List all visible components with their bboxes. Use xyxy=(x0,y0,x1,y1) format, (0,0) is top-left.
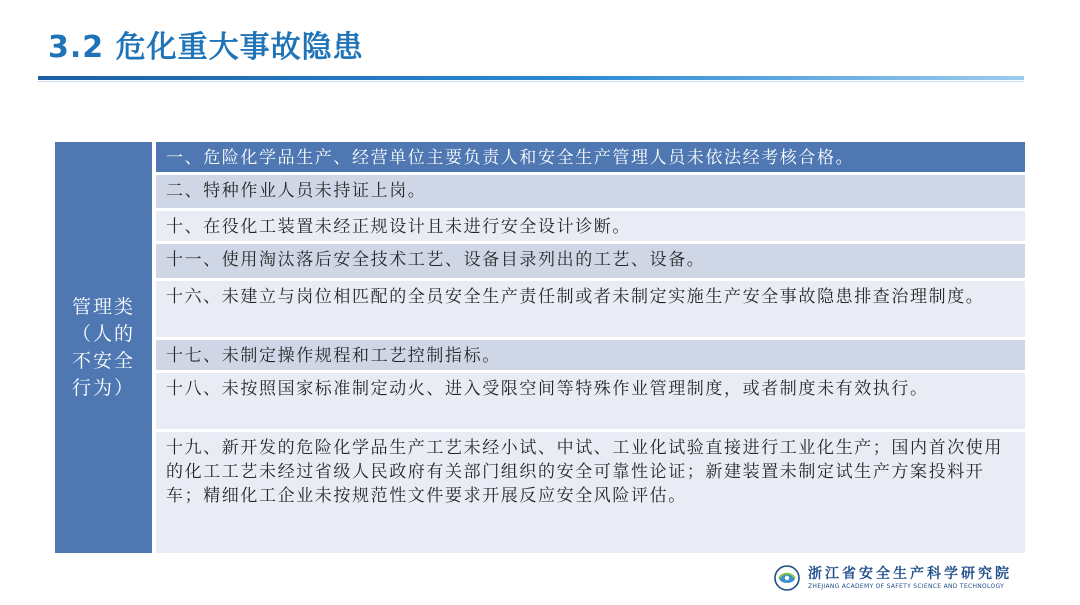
table-row: 一、危险化学品生产、经营单位主要负责人和安全生产管理人员未依法经考核合格。 xyxy=(156,142,1025,175)
table-row: 十八、未按照国家标准制定动火、进入受限空间等特殊作业管理制度，或者制度未有效执行。 xyxy=(156,373,1025,432)
table-row: 二、特种作业人员未持证上岗。 xyxy=(156,175,1025,211)
slide-title: 3.2 危化重大事故隐患 xyxy=(48,30,364,65)
org-name-english: ZHEJIANG ACADEMY OF SAFETY SCIENCE AND TECHNOLOGY xyxy=(808,582,1005,590)
table-row: 十、在役化工装置未经正规设计且未进行安全设计诊断。 xyxy=(156,211,1025,244)
table-row: 十六、未建立与岗位相匹配的全员安全生产责任制或者未制定实施生产安全事故隐患排查治理制度。 xyxy=(156,281,1025,340)
title-underline-thin xyxy=(38,81,1024,82)
category-cell xyxy=(55,142,152,553)
table-row: 十七、未制定操作规程和工艺控制指标。 xyxy=(156,340,1025,373)
category-label: 管理类（人的不安全行为） xyxy=(71,295,135,399)
hazard-table xyxy=(55,142,1025,553)
table-row: 十九、新开发的危险化学品生产工艺未经小试、中试、工业化试验直接进行工业化生产；国内首次使用的化工工艺未经过省级人民政府有关部门组织的安全可靠性论证；新建装置未制定试生产方案投料开车；精细化工企业未按规范性文件要求开展反应安全风险评估。 xyxy=(156,432,1025,553)
institute-emblem-icon xyxy=(774,565,800,591)
hazard-rows xyxy=(152,142,1025,553)
table-row: 十一、使用淘汰落后安全技术工艺、设备目录列出的工艺、设备。 xyxy=(156,244,1025,281)
footer-branding xyxy=(774,565,1012,591)
org-name: 浙江省安全生产科学研究院 xyxy=(808,565,1012,582)
title-underline xyxy=(38,76,1024,80)
